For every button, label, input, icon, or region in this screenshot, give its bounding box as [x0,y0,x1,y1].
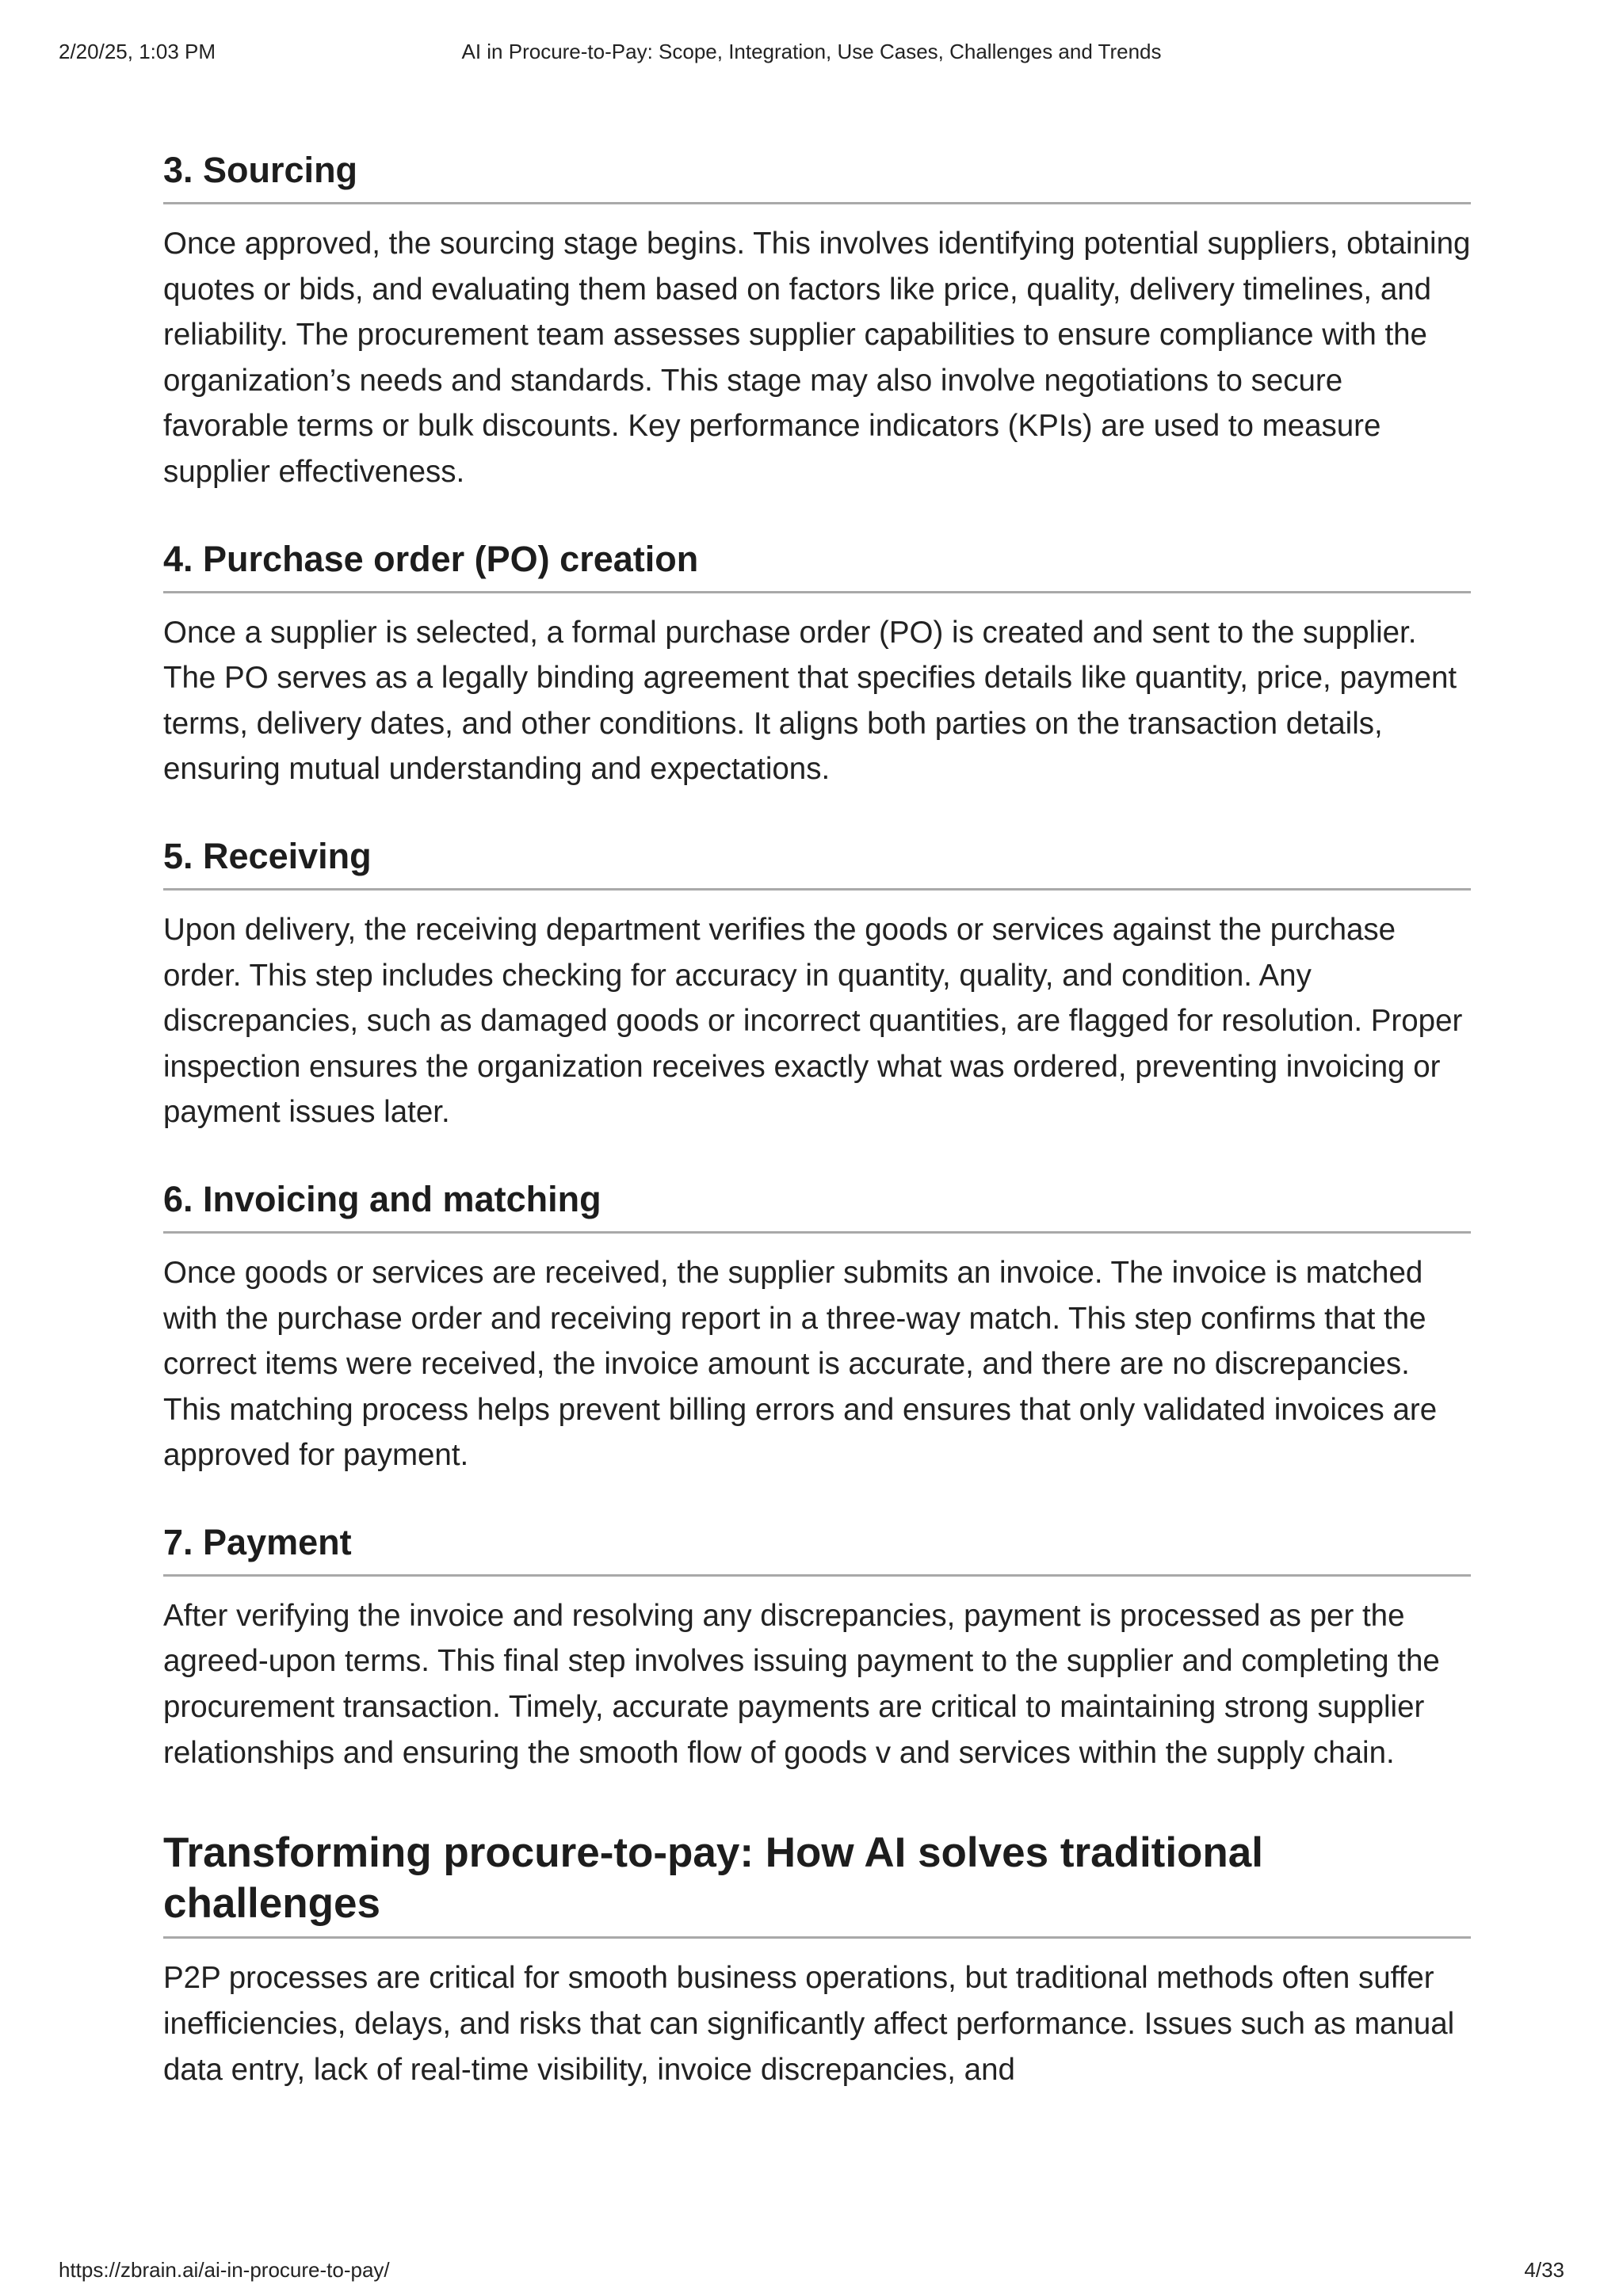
main-section-body: P2P processes are critical for smooth business operations, but traditional methods often suffer inefficiencies, delays, and risks that can significantly affect performance. Issues such as manual data entry, lack of real-time visibility, invoice discrepancies, and [163,1961,1455,2087]
print-footer [59,2258,1564,2286]
article-content [163,149,1471,2135]
section-body: Once approved, the sourcing stage begins. This involves identifying potential suppliers, obtaining quotes or bids, and evaluating them based on factors like price, quality, delivery timelines, and reliability. The procurement team assesses supplier capabilities to ensure compliance with the organization’s needs and standards. This stage may also involve negotiations to secure favorable terms or bulk discounts. Key performance indicators (KPIs) are used to measure supplier effectiveness. [163,227,1471,489]
section-heading: 6. Invoicing and matching [163,1178,1471,1234]
section-receiving [163,835,1471,1135]
page-indicator: 4/33 [1524,2258,1564,2282]
section-heading: 7. Payment [163,1521,1471,1577]
section-invoicing [163,1178,1471,1478]
print-header [59,40,1564,71]
print-doc-title: AI in Procure-to-Pay: Scope, Integration, Use Cases, Challenges and Trends [461,40,1162,63]
print-datetime: 2/20/25, 1:03 PM [59,40,216,63]
page-url: https://zbrain.ai/ai-in-procure-to-pay/ [59,2258,390,2282]
main-section-heading: Transforming procure-to-pay: How AI solves traditional challenges [163,1828,1471,1939]
section-transforming-p2p [163,1828,1471,2092]
section-body: Once a supplier is selected, a formal purchase order (PO) is created and sent to the supplier. The PO serves as a legally binding agreement that specifies details like quantity, price, payment terms, delivery dates, and other conditions. It aligns both parties on the transaction details, ensuring mutual understanding and expectations. [163,615,1457,787]
section-heading: 4. Purchase order (PO) creation [163,538,1471,593]
section-body: Once goods or services are received, the supplier submits an invoice. The invoice is matched with the purchase order and receiving report in a three-way match. This step confirms that the correct items were received, the invoice amount is accurate, and there are no discrepancies. This matching process helps prevent billing errors and ensures that only validated invoices are approved for payment. [163,1255,1438,1473]
section-sourcing [163,149,1471,495]
section-heading: 5. Receiving [163,835,1471,891]
section-heading: 3. Sourcing [163,149,1471,204]
section-body: After verifying the invoice and resolving any discrepancies, payment is processed as per the agreed-upon terms. This final step involves issuing payment to the supplier and completing the procurement transaction. Timely, accurate payments are critical to maintaining strong supplier relationships and ensuring the smooth flow of goods v and services within the supply chain. [163,1598,1440,1770]
section-payment [163,1521,1471,1775]
section-po-creation [163,538,1471,792]
section-body: Upon delivery, the receiving department verifies the goods or services against the purchase order. This step includes checking for accuracy in quantity, quality, and condition. Any discrepancies, such as damaged goods or incorrect quantities, are flagged for resolution. Proper inspection ensures the organization receives exactly what was ordered, preventing invoicing or payment issues later. [163,912,1463,1130]
